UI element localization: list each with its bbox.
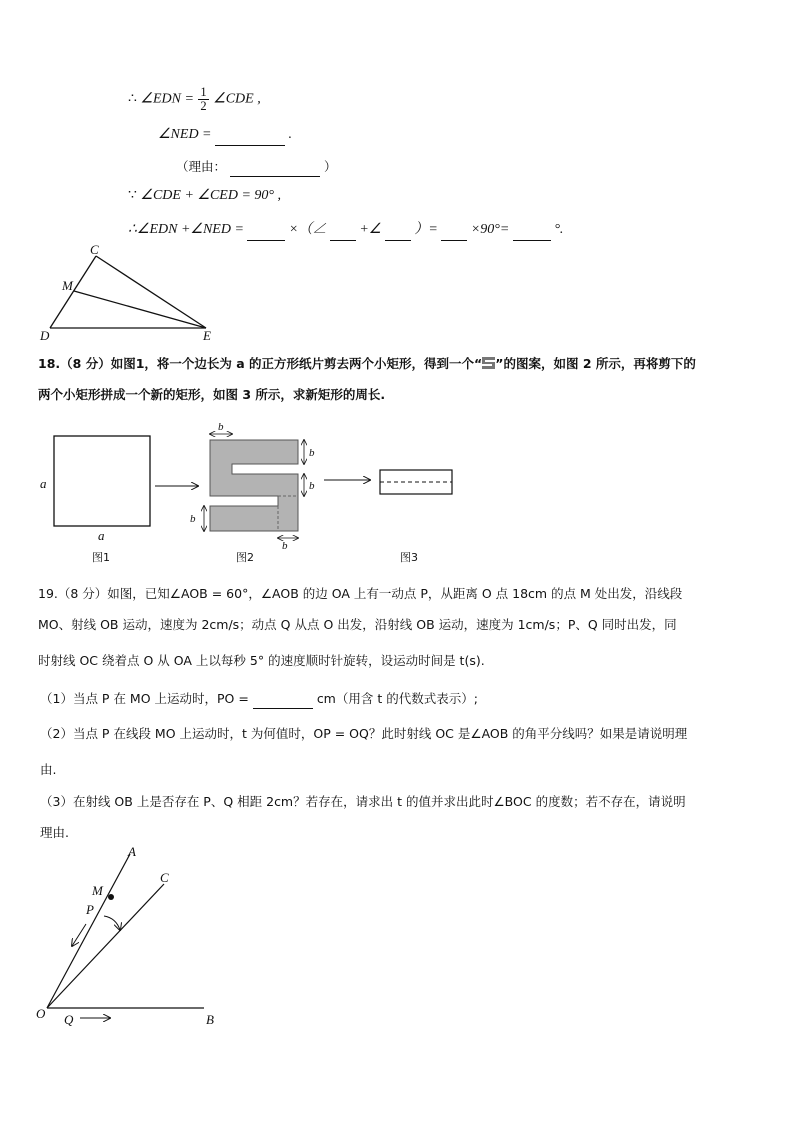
label-m: M xyxy=(62,278,73,293)
label-c: C xyxy=(90,242,99,257)
q19-sub3-a: （3）在射线 OB 上是否存在 P、Q 相距 2cm？若存在，请求出 t 的值并求出此时∠BOC 的度数；若不存在，请说明 xyxy=(40,794,686,809)
angle-sum-lhs: ∴∠EDN +∠NED = xyxy=(128,222,244,237)
fig1-label-a-bottom: a xyxy=(98,528,105,543)
side-ce xyxy=(96,256,206,328)
angle-figure xyxy=(30,840,240,1035)
fig1-square xyxy=(54,436,150,526)
fig1-label-a-side: a xyxy=(40,476,47,491)
caption-fig2: 图2 xyxy=(236,551,254,564)
ray-oa xyxy=(47,854,130,1008)
label-b-right-1: b xyxy=(309,447,315,459)
label-q: Q xyxy=(64,1012,74,1027)
q19-text-1: 19.（8 分）如图，已知∠AOB = 60°，∠AOB 的边 OA 上有一动点 P，从距离 O 点 18cm 的点 M 处出发，沿线段 xyxy=(38,586,683,601)
label-b: B xyxy=(206,1012,214,1027)
q19-sub-3 xyxy=(40,792,686,810)
q18-line-1 xyxy=(38,354,696,372)
answer-blank-reason[interactable] xyxy=(230,161,320,177)
label-m: M xyxy=(92,883,103,898)
triangle-figure xyxy=(30,238,240,346)
proof-line-3-reason xyxy=(176,157,337,177)
label-b-top: b xyxy=(218,421,224,433)
rotation-arrow xyxy=(104,916,120,930)
label-p: P xyxy=(86,902,94,917)
q18-text-a: 18.（8 分）如图1，将一个边长为 a 的正方形纸片剪去两个小矩形，得到一个“ xyxy=(38,356,483,371)
answer-blank-angle1[interactable] xyxy=(330,224,356,241)
segment-me xyxy=(74,291,206,328)
label-e: E xyxy=(203,328,211,343)
label-b-bottom: b xyxy=(282,540,288,552)
label-c: C xyxy=(160,870,169,885)
answer-blank-coef[interactable] xyxy=(247,224,285,241)
therefore-symbol: ∴ xyxy=(128,91,137,107)
caption-fig3: 图3 xyxy=(400,551,418,564)
reason-suffix: ） xyxy=(323,159,337,174)
q19-text-2: MO、射线 OB 运动，速度为 2cm/s；动点 Q 从点 O 出发，沿射线 OB 运动，速度为 1cm/s；P、Q 同时出发，同 xyxy=(38,617,677,632)
label-d: D xyxy=(40,328,50,343)
fig2-s-shape xyxy=(210,440,298,531)
q19-sub3-b: 理由. xyxy=(40,825,69,840)
because-symbol: ∵ xyxy=(128,188,137,203)
q19-text-3: 时射线 OC 绕着点 O 从 OA 上以每秒 5° 的速度顺时针旋转，设运动时间是 t(s). xyxy=(38,653,485,668)
q19-sub1-a: （1）当点 P 在 MO 上运动时，PO = xyxy=(40,691,249,706)
q19-sub2-b: 由. xyxy=(40,762,57,777)
caption-fig1: 图1 xyxy=(92,551,110,564)
ray-oc xyxy=(47,884,164,1008)
proof-line-1 xyxy=(128,86,261,113)
q18-text-b: ”的图案，如图 2 所示，再将剪下的 xyxy=(495,356,696,371)
answer-blank-result[interactable] xyxy=(513,224,551,241)
proof-line-2 xyxy=(158,126,292,146)
s-shape-icon xyxy=(482,357,495,369)
plus-angle: +∠ xyxy=(359,222,382,237)
angle-sum-statement: ∠CDE + ∠CED = 90° , xyxy=(140,188,282,203)
q18-line-2 xyxy=(38,385,385,403)
side-dc xyxy=(50,256,96,328)
q19-sub-2 xyxy=(40,724,687,742)
q19-sub2-a: （2）当点 P 在线段 MO 上运动时，t 为何值时，OP = OQ？此时射线 OC 是∠AOB 的角平分线吗？如果是请说明理 xyxy=(40,726,688,741)
label-o: O xyxy=(36,1006,46,1021)
times-ninety: ×90°= xyxy=(470,222,510,237)
arrow-p-down xyxy=(72,924,86,946)
answer-blank-po[interactable] xyxy=(253,693,313,709)
q19-sub-2b xyxy=(40,760,56,778)
q18-figures xyxy=(30,418,470,568)
line2-end: . xyxy=(288,127,292,142)
label-b-left: b xyxy=(190,513,196,525)
fraction-numerator: 1 xyxy=(200,85,207,99)
q19-sub1-b: cm（用含 t 的代数式表示）; xyxy=(316,691,478,706)
one-half-fraction xyxy=(198,86,208,113)
point-m xyxy=(108,894,114,900)
q19-sub-1 xyxy=(40,689,478,709)
q18-text-c: 两个小矩形拼成一个新的矩形，如图 3 所示，求新矩形的周长. xyxy=(38,387,386,402)
q19-line-2 xyxy=(38,615,677,633)
answer-blank-angle2[interactable] xyxy=(385,224,411,241)
ned-label: ∠NED = xyxy=(158,127,212,142)
cde-label: ∠CDE , xyxy=(213,91,261,107)
q19-line-1 xyxy=(38,584,682,602)
fraction-denominator: 2 xyxy=(200,99,207,113)
reason-prefix: （理由： xyxy=(176,159,227,174)
label-b-right-2: b xyxy=(309,480,315,492)
answer-blank-ned[interactable] xyxy=(215,129,285,146)
degree-end: °. xyxy=(554,222,564,237)
proof-line-4 xyxy=(128,187,281,204)
q19-sub-3b xyxy=(40,823,69,841)
label-a: A xyxy=(128,844,136,859)
edn-label: ∠EDN = xyxy=(140,91,194,107)
close-paren-equals: ）= xyxy=(414,222,438,237)
q19-line-3 xyxy=(38,651,485,669)
times-paren: ×（∠ xyxy=(288,222,327,237)
answer-blank-coef2[interactable] xyxy=(441,224,467,241)
